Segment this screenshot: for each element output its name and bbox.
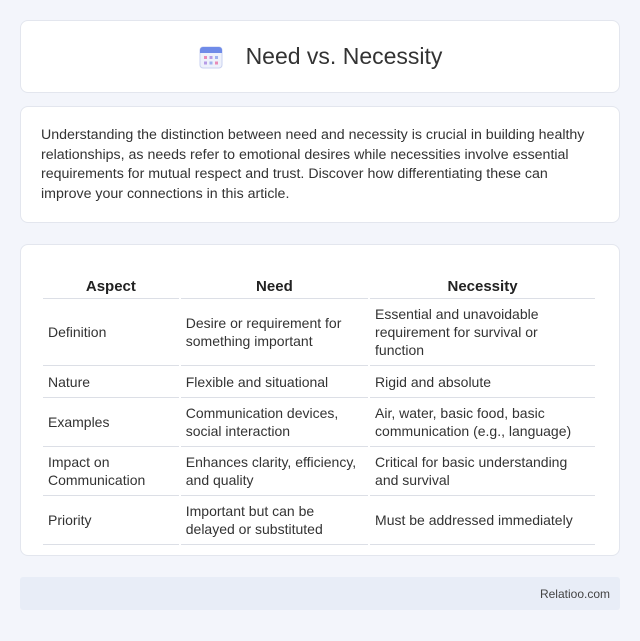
row-need: Desire or requirement for something important (181, 299, 368, 366)
table-row (43, 398, 595, 447)
footer-site-link[interactable]: Relatioo.com (539, 586, 610, 601)
row-aspect: Examples (43, 398, 179, 447)
row-necessity: Essential and unavoidable requirement for survival or function (370, 299, 595, 366)
table-row (43, 299, 595, 366)
footer (20, 577, 620, 610)
table-row (43, 496, 595, 545)
header (198, 43, 443, 70)
row-need: Important but can be delayed or substituted (181, 496, 368, 545)
header-need: Need (181, 265, 368, 299)
row-aspect: Nature (43, 366, 179, 398)
row-necessity: Rigid and absolute (370, 366, 595, 398)
intro-text: Understanding the distinction between need and necessity is crucial in building healthy relationships, as needs refer to emotional desires while necessities involve essential requirements for mutual respect and trust. Discover how differentiating these can improve your connections in this article. (41, 127, 585, 202)
row-need: Communication devices, social interaction (181, 398, 368, 447)
row-necessity: Must be addressed immediately (370, 496, 595, 545)
header-aspect: Aspect (43, 265, 179, 299)
row-necessity: Critical for basic understanding and survival (370, 447, 595, 496)
header-card (20, 20, 620, 93)
row-necessity: Air, water, basic food, basic communication (e.g., language) (370, 398, 595, 447)
row-need: Enhances clarity, efficiency, and quality (181, 447, 368, 496)
table-row (43, 366, 595, 398)
header-necessity: Necessity (370, 265, 595, 299)
calendar-icon (198, 44, 224, 70)
row-aspect: Definition (43, 299, 179, 366)
page-title: Need vs. Necessity (245, 43, 443, 69)
comparison-table (41, 265, 597, 545)
table-card (20, 244, 620, 556)
row-aspect: Impact on Communication (43, 447, 179, 496)
intro-card (20, 106, 620, 223)
table-header-row (43, 265, 595, 299)
row-need: Flexible and situational (181, 366, 368, 398)
row-aspect: Priority (43, 496, 179, 545)
table-row (43, 447, 595, 496)
